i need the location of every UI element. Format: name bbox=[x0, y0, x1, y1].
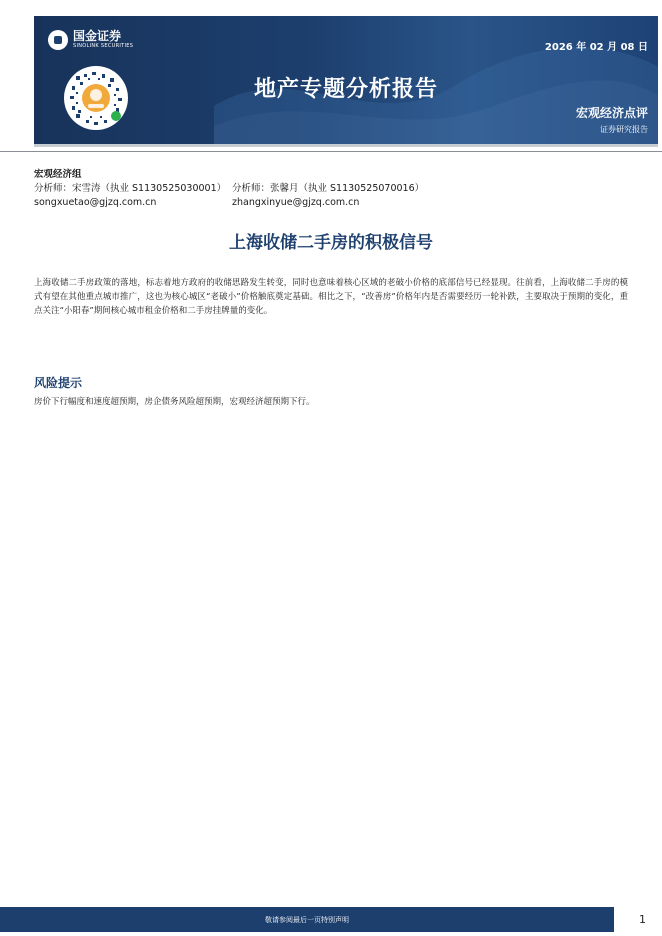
report-date: 2026 年 02 月 08 日 bbox=[544, 42, 648, 53]
company-logo bbox=[48, 30, 133, 50]
report-category: 宏观经济点评 bbox=[575, 106, 648, 120]
analyst-group: 宏观经济组 bbox=[34, 169, 82, 180]
analyst-1-line: 分析师：宋雪涛（执业 S1130525030001） bbox=[34, 183, 227, 194]
risk-text: 房价下行幅度和速度超预期，房企债务风险超预期，宏观经济超预期下行。 bbox=[34, 397, 315, 407]
report-subcategory: 证券研究报告 bbox=[600, 125, 648, 134]
analyst-2-email[interactable]: zhangxinyue@gjzq.com.cn bbox=[232, 197, 360, 208]
logo-en-text: SINOLINK SECURITIES bbox=[73, 43, 134, 49]
footer-bar bbox=[0, 907, 614, 932]
summary-paragraph: 上海收储二手房政策的落地，标志着地方政府的收储思路发生转变，同时也意味着核心区域的老破小价格的底部信号已经显现。往前看，上海收储二手房的模式有望在其他重点城市推广，这也为核心城区“老破小”价格触底奠定基础。相比之下，“改善房”价格年内是否需要经历一轮补跌，主要取决于预期的变化，重点关注“小阳春”期间核心城市租金价格和二手房挂牌量的变化。 bbox=[34, 278, 628, 316]
analyst-2-line: 分析师：张馨月（执业 S1130525070016） bbox=[232, 183, 425, 194]
analyst-block bbox=[34, 168, 424, 210]
header-banner bbox=[34, 16, 658, 144]
page-number: 1 bbox=[639, 913, 646, 926]
section-divider bbox=[0, 151, 662, 152]
logo-cn-text: 国金证券 bbox=[73, 29, 122, 43]
footer-disclaimer: 敬请参阅最后一页特别声明 bbox=[265, 915, 349, 924]
logo-mark-icon bbox=[48, 30, 68, 50]
document-title: 上海收储二手房的积极信号 bbox=[229, 233, 433, 253]
banner-underline bbox=[34, 144, 658, 147]
report-title: 地产专题分析报告 bbox=[253, 77, 438, 102]
risk-heading: 风险提示 bbox=[34, 376, 83, 390]
analyst-1-email[interactable]: songxuetao@gjzq.com.cn bbox=[34, 197, 157, 208]
